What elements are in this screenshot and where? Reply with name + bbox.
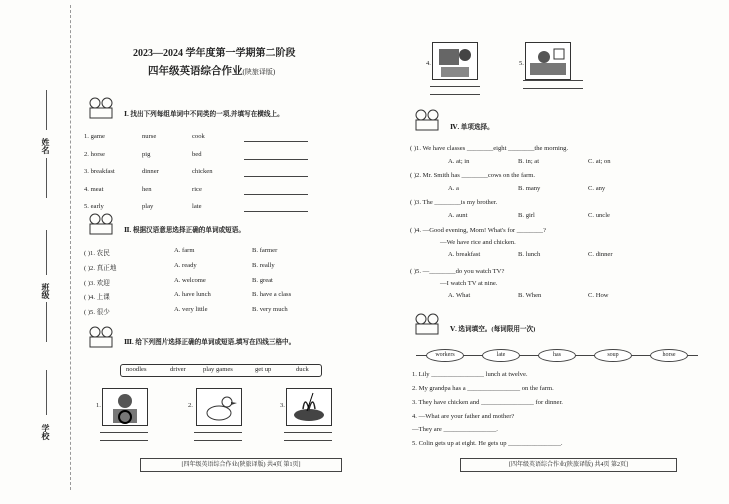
answer-option[interactable]: B. in; at — [518, 158, 540, 165]
word-bubble: has — [538, 349, 576, 362]
answer-option[interactable]: B. many — [518, 185, 541, 192]
fill-blank-question: 1. Lily ________________ lunch at twelve. — [412, 371, 528, 378]
answer-line[interactable] — [244, 159, 308, 160]
word-option: 2. horse — [84, 150, 105, 158]
question-stem: ( )5. —________do you watch TV? — [410, 268, 505, 275]
answer-option[interactable]: A. a — [448, 185, 459, 192]
get-up-picture — [525, 42, 571, 80]
answer-line[interactable] — [100, 432, 148, 433]
answer-option[interactable]: B. When — [518, 292, 542, 299]
kids-icon — [412, 108, 442, 132]
word-option: 3. breakfast — [84, 168, 115, 175]
question-item: ( )5. 很少 — [84, 309, 110, 317]
section-2-title: Ⅱ. 根据汉语意思选择正确的单词或短语。 — [124, 227, 245, 234]
answer-option[interactable]: A. aunt — [448, 212, 468, 219]
question-item: ( )4. 上课 — [84, 294, 110, 302]
exam-subtitle: 四年级英语综合作业(陕旅译版) — [148, 66, 276, 77]
answer-option[interactable]: C. at; on — [588, 158, 611, 165]
word-option: play — [142, 203, 154, 210]
answer-option[interactable]: B. girl — [518, 212, 535, 219]
play-games-picture — [432, 42, 478, 80]
answer-line[interactable] — [194, 440, 242, 441]
question-stem: ( )2. Mr. Smith has ________cows on the farm. — [410, 172, 536, 179]
answer-option[interactable]: B. farmer — [252, 247, 278, 254]
word-option: chicken — [192, 168, 213, 175]
school-label: 学校 — [41, 424, 50, 440]
word-option: 5. early — [84, 203, 104, 210]
kids-icon — [412, 312, 442, 336]
question-item: ( )2. 真正地 — [84, 264, 117, 272]
answer-option[interactable]: B. lunch — [518, 251, 541, 258]
answer-line[interactable] — [244, 211, 308, 212]
kids-icon — [86, 325, 116, 349]
answer-option[interactable]: C. dinner — [588, 251, 613, 258]
answer-line[interactable] — [523, 88, 583, 89]
word-bubble: horse — [650, 349, 688, 362]
answer-line[interactable] — [100, 440, 148, 441]
answer-line[interactable] — [430, 86, 480, 87]
answer-option[interactable]: A. very little — [174, 306, 208, 314]
word-option: cook — [192, 133, 205, 140]
pic-number: 1. — [96, 402, 101, 409]
pic-number: 3. — [280, 402, 285, 409]
answer-option[interactable]: B. great — [252, 276, 273, 284]
answer-line[interactable] — [430, 94, 480, 95]
pic-number: 4. — [426, 60, 431, 67]
fill-blank-question: 2. My grandpa has a ________________ on the farm. — [412, 385, 554, 392]
fill-blank-question: 4. —What are your father and mother? — [412, 413, 515, 420]
word-bubble: late — [482, 349, 520, 362]
name-line-2 — [46, 158, 47, 198]
page-footer-left: [四年级英语综合作业(陕旅译版) 共4页 第1页] — [140, 458, 342, 472]
kids-icon — [86, 96, 116, 120]
answer-line[interactable] — [244, 176, 308, 177]
word-option: bed — [192, 150, 202, 158]
word-option: late — [192, 203, 202, 210]
class-label: 班级 — [41, 283, 50, 299]
word-option: 1. game — [84, 133, 105, 140]
word-option: pig — [142, 150, 151, 158]
word-option: nurse — [142, 133, 157, 140]
name-label: 姓名 — [41, 138, 50, 154]
name-line — [46, 90, 47, 130]
answer-option[interactable]: A. What — [448, 292, 471, 299]
answer-line[interactable] — [523, 80, 583, 81]
answer-line[interactable] — [194, 432, 242, 433]
question-item: ( )1. 农民 — [84, 250, 110, 257]
class-line — [46, 230, 47, 275]
answer-option[interactable]: C. uncle — [588, 212, 610, 219]
word-option: hen — [142, 185, 152, 193]
word-bank-item: get up — [255, 366, 272, 373]
word-bubble: workers — [426, 349, 464, 362]
answer-option[interactable]: A. breakfast — [448, 251, 481, 258]
question-stem: ( )1. We have classes ________eight ________the morning. — [410, 145, 569, 152]
answer-line[interactable] — [244, 194, 308, 195]
driver-picture — [102, 388, 148, 426]
binding-line — [70, 5, 71, 490]
word-option: dinner — [142, 168, 159, 175]
answer-line[interactable] — [284, 440, 332, 441]
answer-option[interactable]: B. very much — [252, 306, 288, 314]
word-bank-item: driver — [170, 366, 186, 373]
section-3-title: Ⅲ. 给下列图片选择正确的单词或短语,填写在四线三格中。 — [124, 339, 296, 346]
pic-number: 2. — [188, 402, 193, 409]
answer-option[interactable]: A. farm — [174, 247, 195, 254]
answer-line[interactable] — [284, 432, 332, 433]
answer-option[interactable]: C. any — [588, 185, 606, 192]
answer-option[interactable]: A. welcome — [174, 276, 206, 284]
section-5-title: Ⅴ. 选词填空。(每词限用一次) — [450, 326, 536, 333]
word-option: 4. meat — [84, 185, 104, 193]
question-stem-line-2: —We have rice and chicken. — [440, 239, 516, 246]
page-footer-right: [四年级英语综合作业(陕旅译版) 共4页 第2页] — [460, 458, 677, 472]
answer-option[interactable]: B. have a class — [252, 291, 292, 299]
answer-line[interactable] — [244, 141, 308, 142]
answer-option[interactable]: B. really — [252, 261, 275, 269]
answer-option[interactable]: A. ready — [174, 261, 197, 269]
section-4-title: Ⅳ. 单项选择。 — [450, 124, 494, 131]
fill-blank-question: 5. Colin gets up at eight. He gets up ________________. — [412, 440, 563, 447]
word-option: rice — [192, 185, 202, 193]
school-line — [46, 370, 47, 415]
fill-blank-question: —They are ________________. — [412, 426, 498, 433]
answer-option[interactable]: A. have lunch — [174, 291, 211, 299]
pic-number: 5. — [519, 60, 524, 67]
kids-icon — [86, 212, 116, 236]
word-bank-item: play games — [203, 366, 233, 373]
word-bank-item: noodles — [126, 366, 147, 373]
section-1-title: Ⅰ. 找出下列每组单词中不同类的一项,并填写在横线上。 — [124, 111, 284, 118]
answer-option[interactable]: C. How — [588, 292, 609, 299]
exam-title: 2023—2024 学年度第一学期第二阶段 — [133, 48, 296, 59]
question-stem: ( )4. —Good evening, Mom! What's for ________? — [410, 227, 547, 234]
duck-picture — [196, 388, 242, 426]
fill-blank-question: 3. They have chicken and ________________ for dinner. — [412, 399, 563, 406]
noodles-picture — [286, 388, 332, 426]
word-bank-item: duck — [296, 366, 309, 373]
word-bubble: soup — [594, 349, 632, 362]
answer-option[interactable]: A. at; in — [448, 158, 470, 165]
question-item: ( )3. 欢迎 — [84, 279, 110, 287]
question-stem: ( )3. The ________is my brother. — [410, 199, 498, 206]
question-stem-line-2: —I watch TV at nine. — [440, 280, 498, 287]
class-line-2 — [46, 302, 47, 342]
